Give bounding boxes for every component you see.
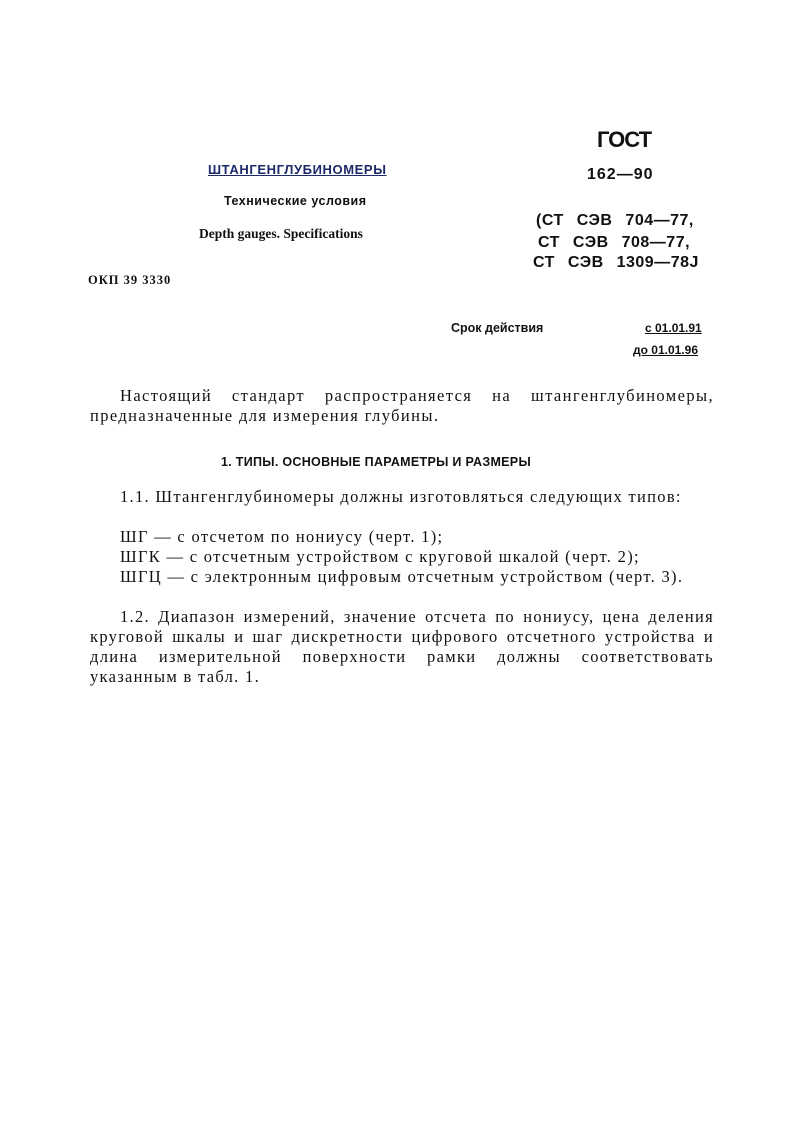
gost-number: 162—90	[587, 166, 654, 183]
cmea-reference-3: СТ СЭВ 1309—78J	[533, 254, 699, 271]
type-sgc-item: ШГЦ — с электронным цифровым отсчетным устройством (черт. 3).	[120, 567, 684, 586]
okp-code: ОКП 39 3330	[88, 273, 172, 287]
clause-1-2: 1.2. Диапазон измерений, значение отсчета по нониусу, цена деления круговой шкалы и шаг дискретности цифрового отсчетного устройства и длина измерительной поверхности рамки должны соответствовать указанным в табл. 1.	[90, 607, 714, 686]
intro-paragraph: Настоящий стандарт распространяется на штангенглубиномеры, предназначенные для измерения глубины.	[90, 386, 714, 425]
document-subtitle: Технические условия	[224, 194, 367, 208]
type-sgk-item: ШГК — с отсчетным устройством с круговой шкалой (черт. 2);	[120, 547, 640, 566]
gost-label: ГОСТ	[597, 127, 652, 152]
validity-to-date: до 01.01.96	[633, 343, 698, 357]
validity-from-date: с 01.01.91	[645, 321, 702, 335]
validity-label: Срок действия	[451, 321, 544, 335]
cmea-reference-1: (СТ СЭВ 704—77,	[536, 212, 694, 229]
english-title: Depth gauges. Specifications	[199, 226, 363, 241]
type-sg-item: ШГ — с отсчетом по нониусу (черт. 1);	[120, 527, 444, 546]
clause-1-1: 1.1. Штангенглубиномеры должны изготовляться следующих типов:	[120, 487, 682, 506]
section-heading: 1. ТИПЫ. ОСНОВНЫЕ ПАРАМЕТРЫ И РАЗМЕРЫ	[221, 455, 531, 469]
cmea-reference-2: СТ СЭВ 708—77,	[538, 234, 691, 251]
document-title: ШТАНГЕНГЛУБИНОМЕРЫ	[208, 162, 387, 177]
